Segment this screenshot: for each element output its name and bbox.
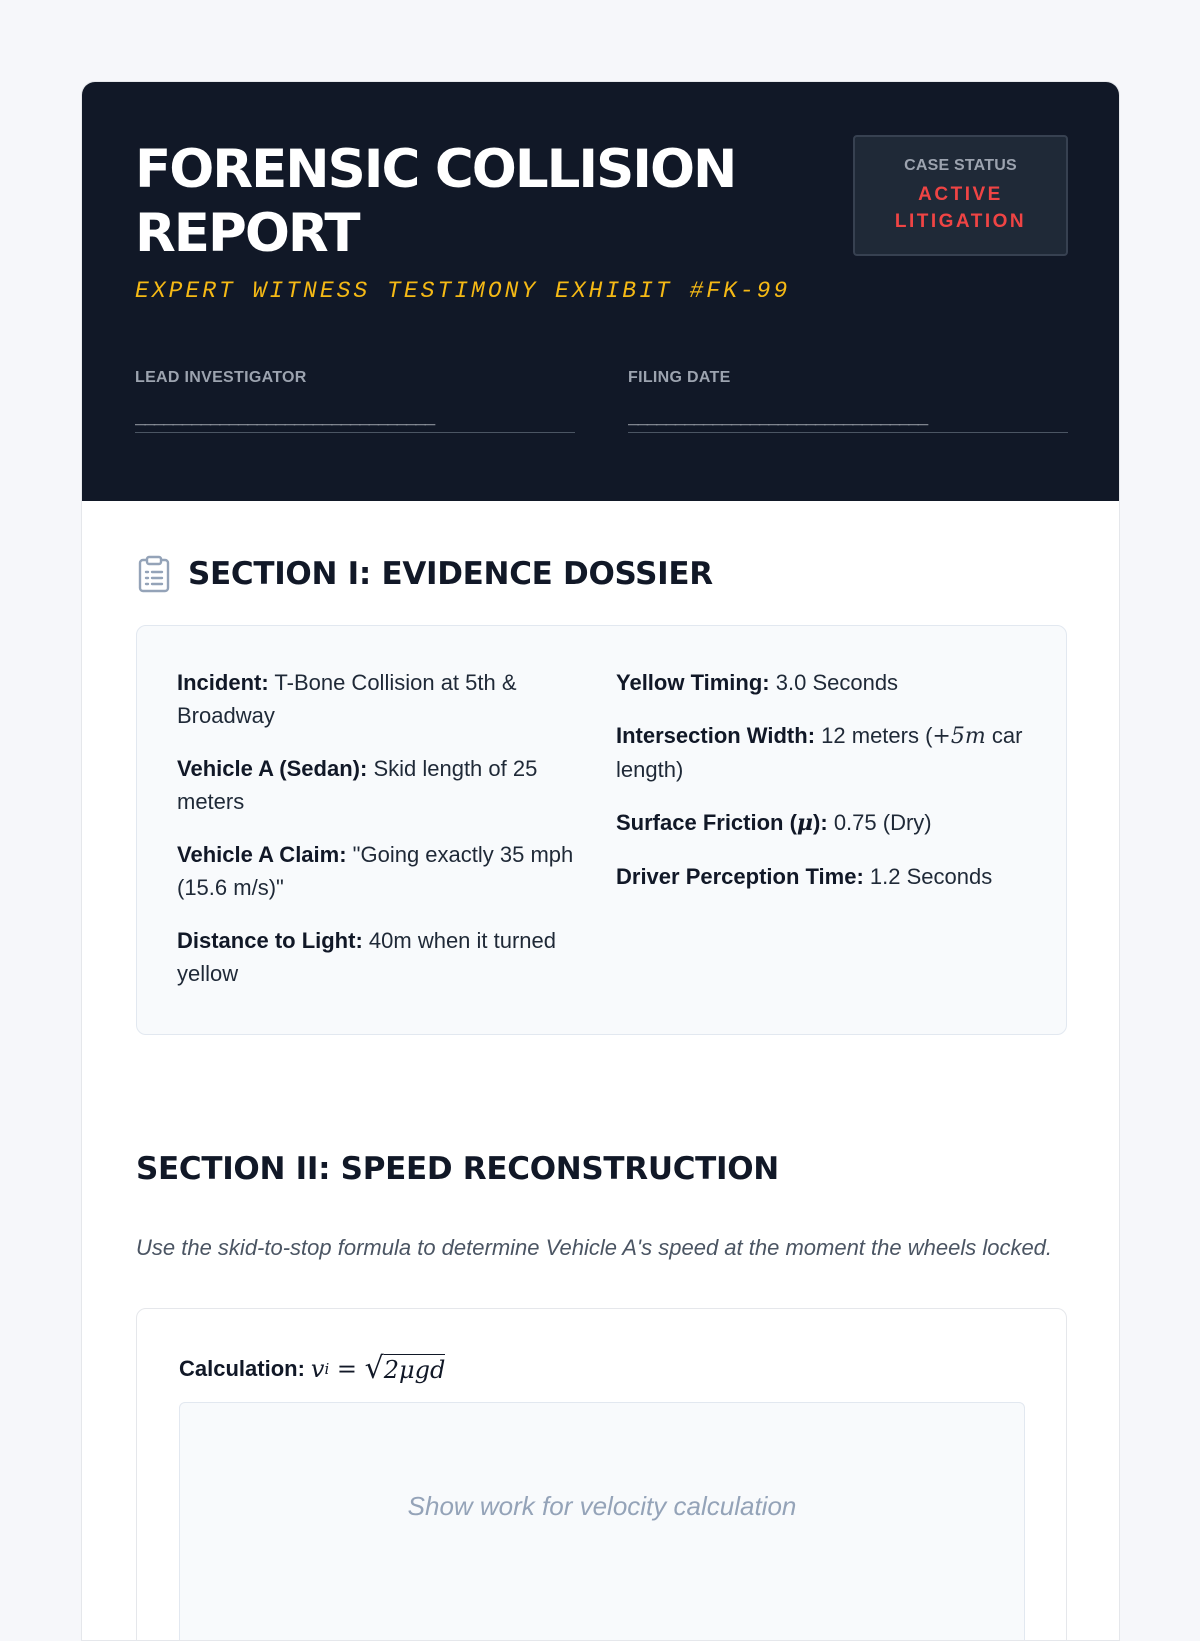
dossier-right-column [616,666,1026,1034]
calculation-label: Calculation: [179,1355,305,1381]
fact-value: 40m when it turned yellow [177,928,557,986]
report-header [82,82,1119,501]
fact-value: T-Bone Collision at 5th & Broadway [177,670,517,728]
clipboard-list-icon [136,555,172,593]
section2-title: SECTION II: SPEED RECONSTRUCTION [136,1151,779,1187]
filing-date-field [628,369,1068,433]
fact-key: Intersection Width: [616,723,816,748]
fact-perception-time [616,860,1026,893]
filing-date-label: FILING DATE [628,369,731,386]
fact-vehicle-a-claim [177,838,577,904]
fact-value: 12 meters ( [821,723,933,748]
fact-surface-friction [616,806,1026,840]
case-status-box [853,135,1068,256]
dossier-left-column [177,666,577,1034]
fact-key: Distance to Light: [177,928,363,953]
section1-heading [136,555,1065,593]
report-title: FORENSIC COLLISION REPORT [135,139,736,264]
section2 [136,1151,1065,1641]
fact-value: 1.2 Seconds [869,864,993,889]
formula-lhs: v [310,1354,325,1383]
evidence-dossier [136,625,1067,1035]
report-subtitle: EXPERT WITNESS TESTIMONY EXHIBIT #FK-99 [135,278,791,304]
calculation-card [136,1308,1067,1641]
report-body [82,501,1119,1641]
section2-instruction: Use the skid-to-stop formula to determine Vehicle A's speed at the moment the wheels locked. [136,1235,1053,1260]
case-status-value: ACTIVE LITIGATION [894,184,1027,232]
report-page [81,81,1120,1641]
formula-equals: = [329,1354,365,1383]
fact-incident [177,666,577,732]
fact-value: Skid length of 25 meters [177,756,538,814]
fact-distance-to-light [177,924,577,990]
fact-key-math: μ [796,810,814,836]
fact-math: +5m [932,724,986,749]
velocity-work-area[interactable] [179,1402,1025,1641]
fact-value: 0.75 (Dry) [833,810,932,835]
calculation-line [179,1351,1024,1386]
fact-vehicle-a [177,752,577,818]
formula [311,1351,445,1386]
formula-subscript: i [324,1359,330,1378]
fact-yellow-timing [616,666,1026,699]
section1-title: SECTION I: EVIDENCE DOSSIER [188,556,713,592]
case-status-label: CASE STATUS [904,157,1017,174]
formula-radicand: 2μgd [383,1355,446,1384]
fact-key: Incident: [177,670,269,695]
fact-value: 3.0 Seconds [775,670,899,695]
sqrt-symbol: √ [364,1351,384,1386]
fact-value: "Going exactly 35 mph (15.6 m/s)" [177,842,574,900]
fact-value-suffix: car length) [616,723,1023,782]
fact-key: Yellow Timing: [616,670,770,695]
fact-key: Vehicle A Claim: [177,842,347,867]
fact-key: Surface Friction ( [616,810,797,835]
lead-investigator-field [135,369,575,433]
work-area-placeholder: Show work for velocity calculation [407,1491,797,1521]
fact-key: Driver Perception Time: [616,864,864,889]
fact-intersection-width [616,719,1026,786]
lead-investigator-label: LEAD INVESTIGATOR [135,369,307,386]
fact-key: Vehicle A (Sedan): [177,756,368,781]
lead-investigator-input[interactable]: ________________________________ [135,405,575,433]
filing-date-input[interactable]: ________________________________ [628,405,1068,433]
meta-row [135,369,1068,433]
fact-key-suffix: ): [813,810,828,835]
